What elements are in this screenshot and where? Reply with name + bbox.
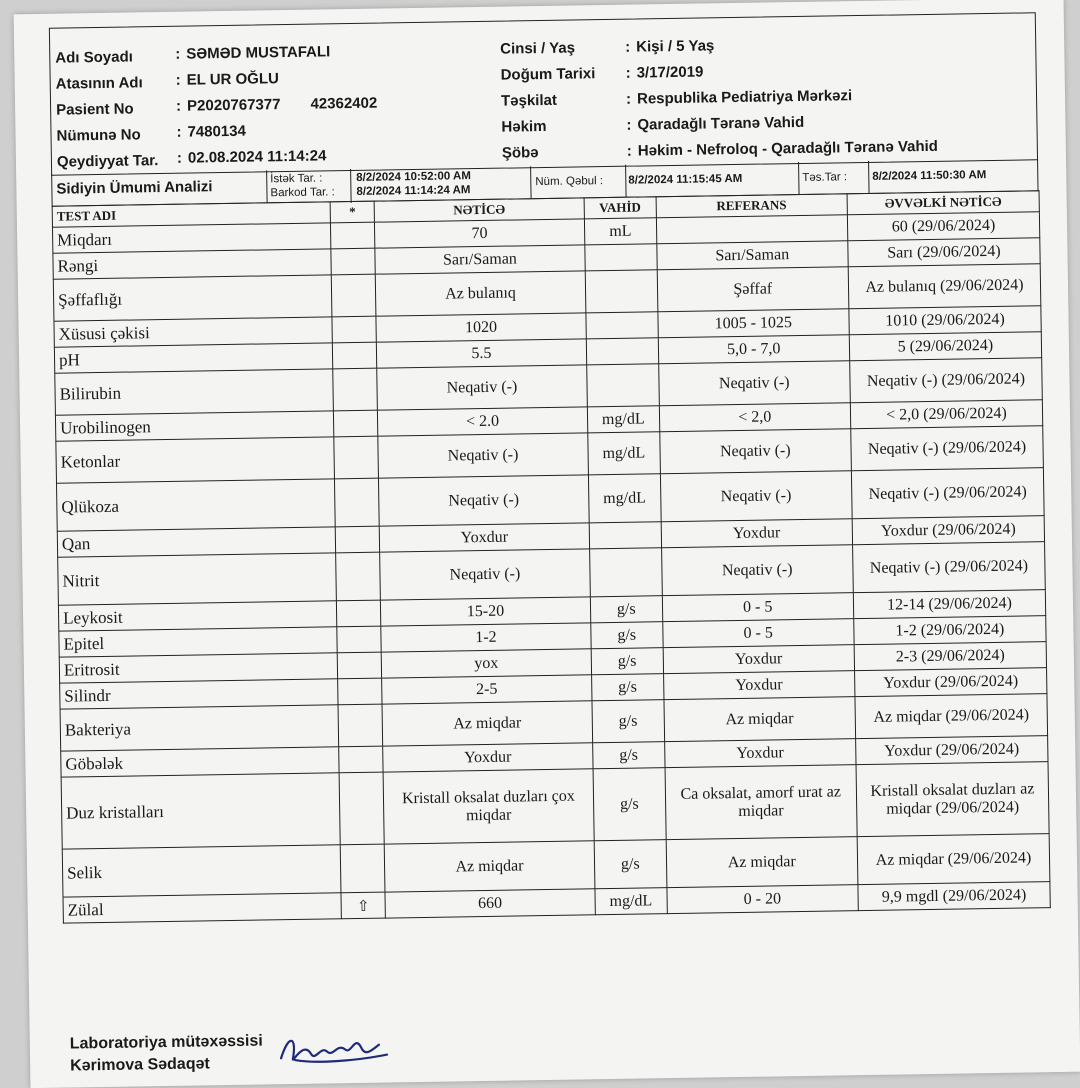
analysis-title: Sidiyin Ümumi Analizi <box>52 170 267 205</box>
cell-unit <box>590 548 662 597</box>
cell-previous-result: Sarı (29/06/2024) <box>848 238 1040 267</box>
cell-reference: Yoxdur <box>663 645 855 674</box>
cell-previous-result: Az bulanıq (29/06/2024) <box>848 264 1041 309</box>
cell-result: 2-5 <box>382 675 592 704</box>
colon: : <box>175 45 181 63</box>
father-name: EL UR OĞLU <box>186 70 280 89</box>
cell-reference: Yoxdur <box>663 671 855 700</box>
cell-result: < 2.0 <box>377 407 587 436</box>
cell-result: 5.5 <box>376 339 586 368</box>
sex-age-value <box>625 34 714 59</box>
cell-test-name: Zülal <box>63 893 342 923</box>
cell-flag <box>331 248 375 275</box>
barcode-date-label: Barkod Tar. : <box>270 186 335 200</box>
confirm-date-label: Təs.Tar : <box>798 161 869 194</box>
cell-unit: g/s <box>591 648 663 675</box>
reg-date-label: Qeydiyyat Tar. <box>56 152 159 171</box>
cell-test-name: pH <box>54 343 333 373</box>
cell-unit: g/s <box>590 596 662 623</box>
cell-test-name: Urobilinogen <box>55 411 334 441</box>
dept-value <box>627 135 938 164</box>
cell-result: 70 <box>374 219 584 248</box>
cell-previous-result: 1-2 (29/06/2024) <box>854 616 1046 645</box>
cell-reference: Neqativ (-) <box>661 545 853 596</box>
cell-previous-result: 9,9 mgdl (29/06/2024) <box>858 882 1050 911</box>
colon: : <box>625 90 632 108</box>
cell-test-name: Rəngi <box>53 249 332 279</box>
cell-previous-result: Az miqdar (29/06/2024) <box>857 834 1050 885</box>
patient-header <box>49 12 1038 175</box>
cell-flag <box>336 552 380 601</box>
organization: Respublika Pediatriya Mərkəzi <box>636 87 853 108</box>
cell-previous-result: Yoxdur (29/06/2024) <box>854 668 1046 697</box>
cell-result: Sarı/Saman <box>375 245 585 274</box>
cell-result: Kristall oksalat duzları çox miqdar <box>383 769 594 844</box>
cell-previous-result: Neqativ (-) (29/06/2024) <box>850 358 1043 403</box>
cell-test-name: Duz kristalları <box>61 773 341 849</box>
cell-flag <box>338 652 382 679</box>
cell-result: Neqativ (-) <box>378 433 589 478</box>
signature-icon <box>275 1026 396 1075</box>
cell-result: Neqativ (-) <box>380 549 591 600</box>
cell-flag <box>337 626 381 653</box>
cell-test-name: Nitrit <box>58 553 337 605</box>
cell-previous-result: 60 (29/06/2024) <box>847 212 1039 241</box>
cell-previous-result: 1010 (29/06/2024) <box>849 306 1041 335</box>
cell-result: Yoxdur <box>383 743 593 772</box>
cell-result: 1020 <box>376 313 586 342</box>
birth-value <box>625 60 703 85</box>
cell-test-name: Selik <box>62 845 341 897</box>
cell-flag: ⇧ <box>341 892 385 919</box>
specialist-role: Laboratoriya mütəxəssisi <box>69 1032 263 1053</box>
cell-unit: g/s <box>592 674 664 701</box>
cell-unit: mg/dL <box>588 432 660 475</box>
reg-date-value <box>177 144 327 170</box>
cell-result: Az miqdar <box>384 841 595 892</box>
cell-unit: g/s <box>594 840 666 889</box>
lab-report-sheet <box>14 0 1080 1088</box>
cell-previous-result: < 2,0 (29/06/2024) <box>850 400 1042 429</box>
cell-test-name: Ketonlar <box>56 437 335 483</box>
cell-result: Neqativ (-) <box>378 475 589 526</box>
cell-reference: Az miqdar <box>666 837 858 888</box>
cell-unit: g/s <box>593 768 666 841</box>
barcode-date: 8/2/2024 11:14:24 AM <box>356 184 471 198</box>
sex-age-label: Cinsi / Yaş <box>500 39 576 58</box>
reg-date: 02.08.2024 11:14:24 <box>187 147 327 167</box>
cell-flag <box>333 368 377 411</box>
col-reference: REFERANS <box>656 194 848 218</box>
colon: : <box>175 71 181 89</box>
patient-no: P2020767377 <box>186 96 281 115</box>
cell-flag <box>340 772 385 845</box>
cell-unit: g/s <box>592 700 664 743</box>
dept-label: Şöbə <box>501 144 539 162</box>
cell-unit: g/s <box>591 622 663 649</box>
cell-flag <box>334 436 378 479</box>
cell-test-name: Silindr <box>60 679 339 709</box>
cell-test-name: Xüsusi çəkisi <box>54 317 333 347</box>
doctor-label: Həkim <box>501 117 547 136</box>
colon: : <box>176 123 182 141</box>
cell-reference: Yoxdur <box>664 739 856 768</box>
cell-flag <box>332 274 376 317</box>
cell-reference: Sarı/Saman <box>656 241 848 270</box>
org-label: Təşkilat <box>500 91 558 110</box>
colon: : <box>625 38 631 56</box>
cell-reference: 1005 - 1025 <box>657 309 849 338</box>
cell-previous-result: 12-14 (29/06/2024) <box>853 590 1045 619</box>
col-previous: ƏVVƏLKİ NƏTİCƏ <box>847 191 1039 215</box>
col-result: NƏTİCƏ <box>374 198 584 222</box>
cell-flag <box>338 704 382 747</box>
cell-unit: mg/dL <box>595 888 667 915</box>
doctor-value <box>626 111 804 138</box>
cell-previous-result: Neqativ (-) (29/06/2024) <box>851 426 1044 471</box>
cell-result: Az miqdar <box>382 701 593 746</box>
cell-flag <box>337 600 381 627</box>
father-value <box>176 67 280 93</box>
cell-unit: mg/dL <box>587 406 659 433</box>
cell-test-name: Bilirubin <box>55 369 334 415</box>
date-labels <box>266 169 352 204</box>
cell-unit: mg/dL <box>588 474 660 523</box>
cell-unit <box>587 364 659 407</box>
cell-test-name: Miqdarı <box>52 223 331 253</box>
col-unit: VAHİD <box>584 197 656 219</box>
cell-reference: 0 - 5 <box>662 593 854 622</box>
colon: : <box>175 97 182 115</box>
cell-unit <box>589 522 661 549</box>
patient-no-label: Pasient No <box>56 100 134 119</box>
cell-unit <box>585 244 657 271</box>
department: Həkim - Nefroloq - Qaradağlı Təranə Vahid <box>637 137 939 160</box>
cell-result: Az bulanıq <box>375 271 586 316</box>
cell-previous-result: Neqativ (-) (29/06/2024) <box>851 468 1044 519</box>
cell-flag <box>335 478 379 527</box>
cell-previous-result: 2-3 (29/06/2024) <box>854 642 1046 671</box>
cell-reference: Neqativ (-) <box>660 471 852 522</box>
cell-flag <box>334 410 378 437</box>
cell-flag <box>339 746 383 773</box>
cell-test-name: Göbələk <box>61 747 340 777</box>
cell-previous-result: Yoxdur (29/06/2024) <box>852 516 1044 545</box>
cell-reference <box>656 215 848 244</box>
cell-previous-result: Yoxdur (29/06/2024) <box>856 736 1048 765</box>
accept-date-label: Nüm. Qəbul : <box>530 165 626 199</box>
sex-age: Kişi / 5 Yaş <box>636 37 715 56</box>
cell-reference: Neqativ (-) <box>658 361 850 406</box>
cell-result: yox <box>381 649 591 678</box>
specialist-name: Kərimova Sədaqət <box>70 1055 210 1075</box>
cell-test-name: Bakteriya <box>60 705 339 751</box>
patient-no-value <box>176 92 378 119</box>
sample-no: 7480134 <box>187 122 247 141</box>
date-values <box>352 166 537 203</box>
sample-no-label: Nümunə No <box>56 126 141 145</box>
cell-result: 660 <box>385 889 595 918</box>
results-table <box>52 190 1051 923</box>
cell-reference: Yoxdur <box>661 519 853 548</box>
colon: : <box>625 64 631 82</box>
cell-unit <box>585 270 657 313</box>
cell-result: 15-20 <box>380 597 590 626</box>
cell-reference: Ca oksalat, amorf urat az miqdar <box>665 765 857 840</box>
cell-reference: Az miqdar <box>664 697 856 742</box>
col-flag: * <box>331 201 375 223</box>
cell-unit: mL <box>584 218 656 245</box>
patient-no-2: 42362402 <box>310 94 378 113</box>
cell-unit: g/s <box>593 742 665 769</box>
cell-flag <box>331 222 375 249</box>
cell-test-name: Eritrosit <box>59 653 338 683</box>
colon: : <box>626 142 632 160</box>
cell-flag <box>341 844 385 893</box>
cell-previous-result: Az miqdar (29/06/2024) <box>855 694 1048 739</box>
cell-previous-result: 5 (29/06/2024) <box>849 332 1041 361</box>
request-date: 8/2/2024 10:52:00 AM <box>356 170 471 184</box>
org-value <box>626 84 852 112</box>
birth-label: Doğum Tarixi <box>500 65 596 84</box>
sample-no-value <box>176 120 246 145</box>
confirm-date: 8/2/2024 11:50:30 AM <box>872 169 987 183</box>
colon: : <box>626 116 632 134</box>
cell-reference: Neqativ (-) <box>659 429 851 474</box>
accept-date: 8/2/2024 11:15:45 AM <box>624 162 799 197</box>
cell-reference: 0 - 20 <box>666 885 858 914</box>
cell-flag <box>338 678 382 705</box>
cell-unit <box>586 312 658 339</box>
cell-flag <box>332 316 376 343</box>
cell-previous-result: Neqativ (-) (29/06/2024) <box>853 542 1046 593</box>
father-label: Atasının Adı <box>55 74 143 93</box>
cell-flag <box>336 526 380 553</box>
cell-result: Yoxdur <box>379 523 589 552</box>
colon: : <box>176 149 183 167</box>
cell-result: Neqativ (-) <box>377 365 588 410</box>
cell-unit <box>586 338 658 365</box>
name-value <box>175 40 330 66</box>
cell-reference: 5,0 - 7,0 <box>658 335 850 364</box>
cell-reference: < 2,0 <box>659 403 851 432</box>
cell-test-name: Qan <box>57 527 336 557</box>
cell-result: 1-2 <box>381 623 591 652</box>
cell-test-name: Epitel <box>59 627 338 657</box>
cell-previous-result: Kristall oksalat duzları az miqdar (29/06/2024) <box>856 762 1049 837</box>
cell-reference: Şəffaf <box>657 267 849 312</box>
cell-reference: 0 - 5 <box>662 619 854 648</box>
doctor: Qaradağlı Təranə Vahid <box>637 113 805 134</box>
request-date-label: İstək Tar. : <box>270 172 323 186</box>
cell-test-name: Şəffaflığı <box>53 275 332 321</box>
cell-test-name: Leykosit <box>58 601 337 631</box>
cell-test-name: Qlükoza <box>57 479 336 531</box>
patient-name: SƏMƏD MUSTAFALI <box>186 43 331 63</box>
name-label: Adı Soyadı <box>55 48 133 67</box>
cell-flag <box>333 342 377 369</box>
col-test-name: TEST ADI <box>52 202 331 227</box>
birth-date: 3/17/2019 <box>636 63 704 82</box>
lab-signature-block <box>70 1031 264 1078</box>
